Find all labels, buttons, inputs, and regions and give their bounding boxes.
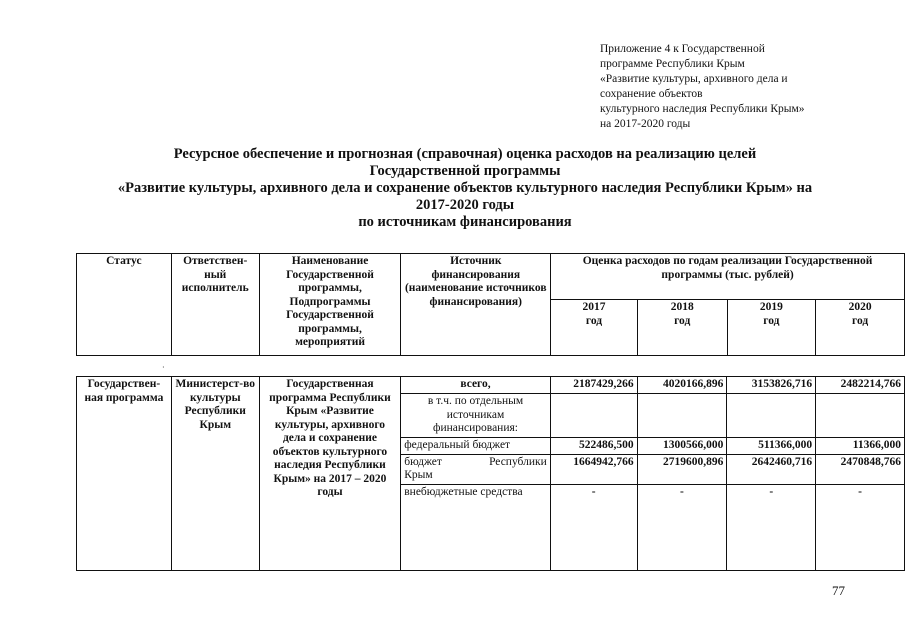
value-cell: - <box>816 484 905 570</box>
header-program-name: Наименование Государственной программы, Подпрограммы Государственной программы, мероприятий <box>259 254 401 356</box>
value-cell: 11366,000 <box>816 438 905 455</box>
value-cell: - <box>637 484 727 570</box>
table-header <box>76 253 905 356</box>
value-cell: 1300566,000 <box>637 438 727 455</box>
title-line: «Развитие культуры, архивного дела и сохранение объектов культурного наследия Республики Крым» на <box>117 180 813 196</box>
appendix-line: культурного наследия Республики Крым» <box>600 103 805 115</box>
title-line: по источникам финансирования <box>358 214 572 230</box>
header-year-2018: 2018 год <box>637 300 727 356</box>
appendix-note <box>600 42 890 132</box>
value-cell: - <box>727 484 816 570</box>
table-row <box>77 377 905 394</box>
row-executor: Министерст-во культуры Республики Крым <box>171 377 259 571</box>
title-line: Государственной программы <box>369 163 561 179</box>
row-program-name: Государственная программа Республики Крым «Развитие культуры, архивного дела и сохранение объектов культурного наследия Республики Крым» на 2017 – 2020 годы <box>259 377 401 571</box>
value-cell <box>727 394 816 438</box>
header-estimate: Оценка расходов по годам реализации Государственной программы (тыс. рублей) <box>551 254 905 300</box>
value-cell: 4020166,896 <box>637 377 727 394</box>
value-cell: 2719600,896 <box>637 454 727 484</box>
source-extrabudgetary: внебюджетные средства <box>401 484 551 570</box>
appendix-line: «Развитие культуры, архивного дела и <box>600 73 788 85</box>
table-body <box>76 376 905 571</box>
stray-mark: · <box>162 363 165 372</box>
appendix-line: программе Республики Крым <box>600 58 745 70</box>
source-total: всего, <box>401 377 551 394</box>
header-year-2020: 2020 год <box>816 300 905 356</box>
appendix-line: на 2017-2020 годы <box>600 118 691 130</box>
value-cell: 522486,500 <box>550 438 637 455</box>
value-cell: 3153826,716 <box>727 377 816 394</box>
appendix-line: сохранение объектов <box>600 88 703 100</box>
value-cell: 2187429,266 <box>550 377 637 394</box>
document-title <box>60 146 870 231</box>
value-cell <box>816 394 905 438</box>
value-cell: 511366,000 <box>727 438 816 455</box>
header-year-2017: 2017 год <box>551 300 638 356</box>
value-cell: 2642460,716 <box>727 454 816 484</box>
title-line: 2017-2020 годы <box>415 197 515 213</box>
value-cell: - <box>550 484 637 570</box>
header-source: Источник финансирования (наименование источников финансирования) <box>401 254 551 356</box>
value-cell: 1664942,766 <box>550 454 637 484</box>
source-republic: бюджет Республики Крым <box>401 454 551 484</box>
value-cell: 2470848,766 <box>816 454 905 484</box>
header-year-2019: 2019 год <box>727 300 816 356</box>
title-line: Ресурсное обеспечение и прогнозная (справочная) оценка расходов на реализацию целей <box>173 146 757 162</box>
value-cell <box>637 394 727 438</box>
header-status: Статус <box>77 254 172 356</box>
header-executor: Ответствен-ный исполнитель <box>171 254 259 356</box>
row-status: Государствен-ная программа <box>77 377 172 571</box>
value-cell <box>550 394 637 438</box>
appendix-line: Приложение 4 к Государственной <box>600 43 765 55</box>
source-federal: федеральный бюджет <box>401 438 551 455</box>
page-number: 77 <box>832 583 845 598</box>
source-subheading: в т.ч. по отдельным источникам финансирования: <box>401 394 551 438</box>
value-cell: 2482214,766 <box>816 377 905 394</box>
